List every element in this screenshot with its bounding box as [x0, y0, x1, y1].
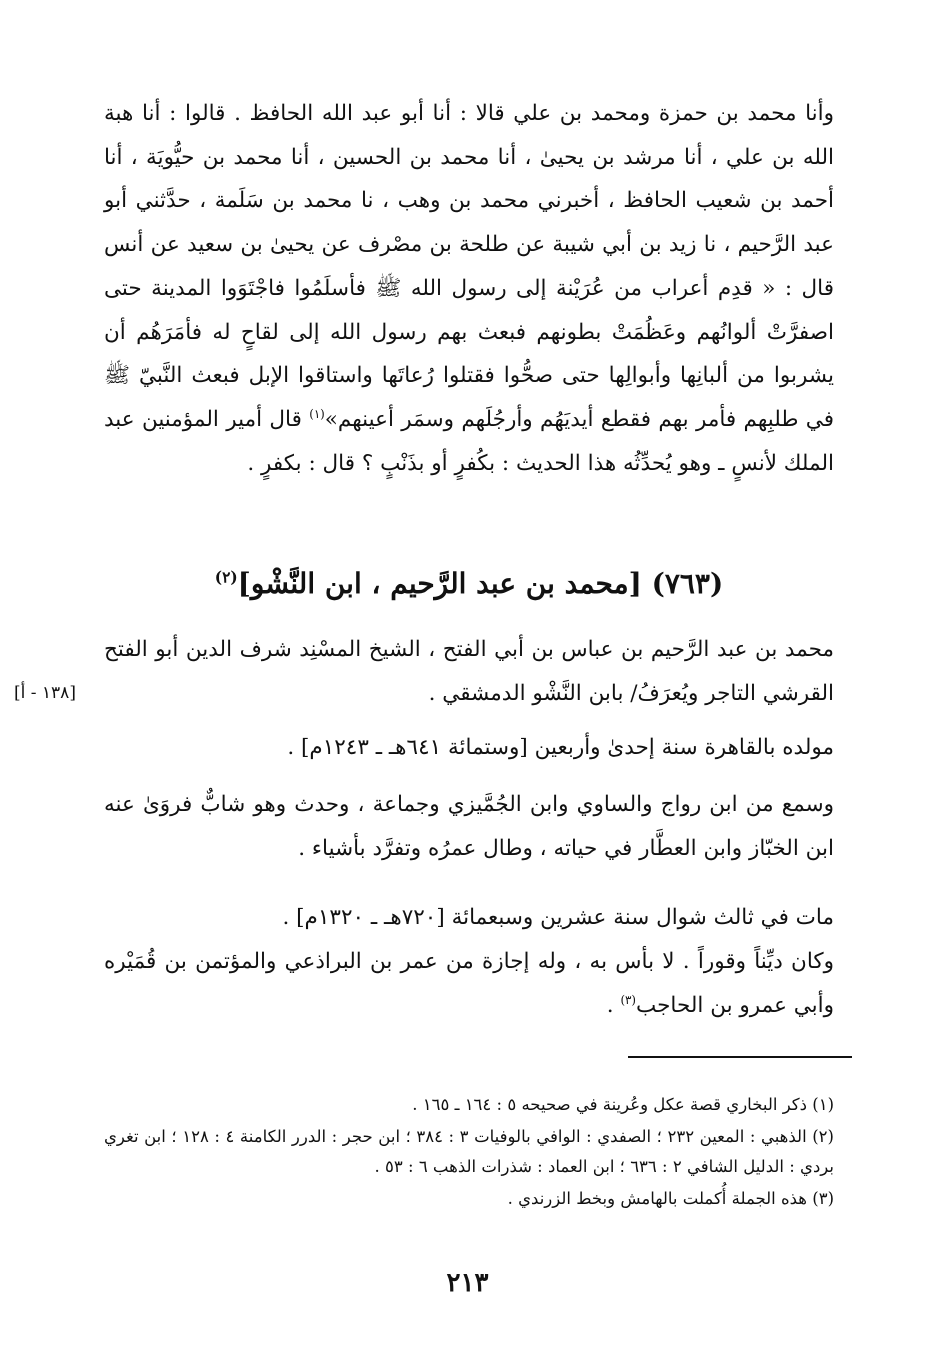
paragraph-text: وكان ديِّناً وقوراً . لا بأس به ، وله إجازة من عمر بن البراذعي والمؤتمن بن قُمَيْره وأبي عمرو بن الحاجب: [104, 949, 834, 1018]
death-paragraph: مات في ثالث شوال سنة عشرين وسبعمائة [٧٢٠هـ ـ ١٣٢٠م] .: [282, 905, 834, 930]
footnote-divider: [628, 1056, 852, 1058]
paragraph-text-tail: قال أمير المؤمنين عبد الملك لأنسٍ ـ وهو يُحدِّثُه هذا الحديث : بكُفرٍ أو بذَنْبٍ ؟ قال : بكفرٍ .: [104, 406, 834, 476]
teachers-paragraph: وسمع من ابن رواج والساوي وابن الجُمَّيزي وجماعة ، وحدث وهو شابٌّ فروَىٰ عنه ابن الخبّاز وابن العطَّار في حياته ، وطال عمرُه وتفرَّد بأشياء .: [104, 792, 834, 861]
footnote-2: (٢) الذهبي : المعين ٢٣٢ ؛ الصفدي : الوافي بالوفيات ٣ : ٣٨٤ ؛ ابن حجر : الدرر الكامنة ٤ : ١٢٨ ؛ ابن تغري بردي : الدليل الشافي ٢ : ٦٣٦ ؛ ابن العماد : شذرات الذهب ٦ : ٥٣ .: [104, 1127, 834, 1176]
paragraph-text: وأنا محمد بن حمزة ومحمد بن علي قالا : أنا أبو عبد الله الحافظ . قالوا : أنا هبة الله بن علي ، أنا مرشد بن يحيىٰ ، أنا محمد بن الحسين ، أنا محمد بن حيُّويَة ، أنا أحمد بن شعيب الحافظ ، أخبرني محمد بن وهب ، نا محمد بن سَلَمة ، حدَّثني أبو عبد الرَّحيم ، نا زيد بن أبي شيبة عن طلحة بن مصْرف عن يحيىٰ بن سعيد عن أنس قال : « قدِم أعراب من عُرَيْنة إلى رسول الله ﷺ فأسلَمُوا فاجْتَوَوا المدينة حتى اصفرَّتْ ألوانُهم وعَظُمَتْ بطونهم فبعث بهم رسول الله إلى لقاحٍ له فأمَرَهُم أن يشربوا من ألبانِها وأبوالِها حتى صحُّوا فقتلوا رُعاتَها واستاقوا الإبل فبعث النَّبيّ ﷺ في طلبِهم فأمر بهم فقطع أيديَهُم وأرجُلَهم وسمَر أعينهم»: [104, 101, 834, 432]
footnote-reference: (١): [309, 406, 325, 421]
footnote-reference: (٣): [620, 992, 637, 1007]
entry-heading: [104, 562, 834, 606]
footnote-3: (٣) هذه الجملة أُكملت بالهامش وبخط الزرندي .: [507, 1189, 834, 1208]
footnote-reference: (٢): [214, 568, 238, 587]
footnote-1: (١) ذكر البخاري قصة عكل وعُرينة في صحيحه ٥ : ١٦٤ ـ ١٦٥ .: [412, 1095, 834, 1114]
biography-paragraph: محمد بن عبد الرَّحيم بن عباس بن أبي الفتح ، الشيخ المسْنِد شرف الدين أبو الفتح القرشي التاجر ويُعرَفُ/ بابن النَّشْو الدمشقي .: [104, 637, 834, 706]
character-paragraph: [104, 940, 834, 1028]
page-number: ٢١٣: [446, 1268, 489, 1298]
opening-paragraph: [104, 92, 834, 485]
paragraph-text-tail: .: [606, 993, 621, 1018]
manuscript-folio-marker: [١٣٨ - أ]: [14, 683, 76, 703]
heading-text: (٧٦٣) [محمد بن عبد الرَّحيم ، ابن النَّشْو]: [237, 567, 724, 600]
birth-paragraph: مولده بالقاهرة سنة إحدىٰ وأربعين [وستمائة ٦٤١هـ ـ ١٢٤٣م] .: [287, 735, 834, 760]
